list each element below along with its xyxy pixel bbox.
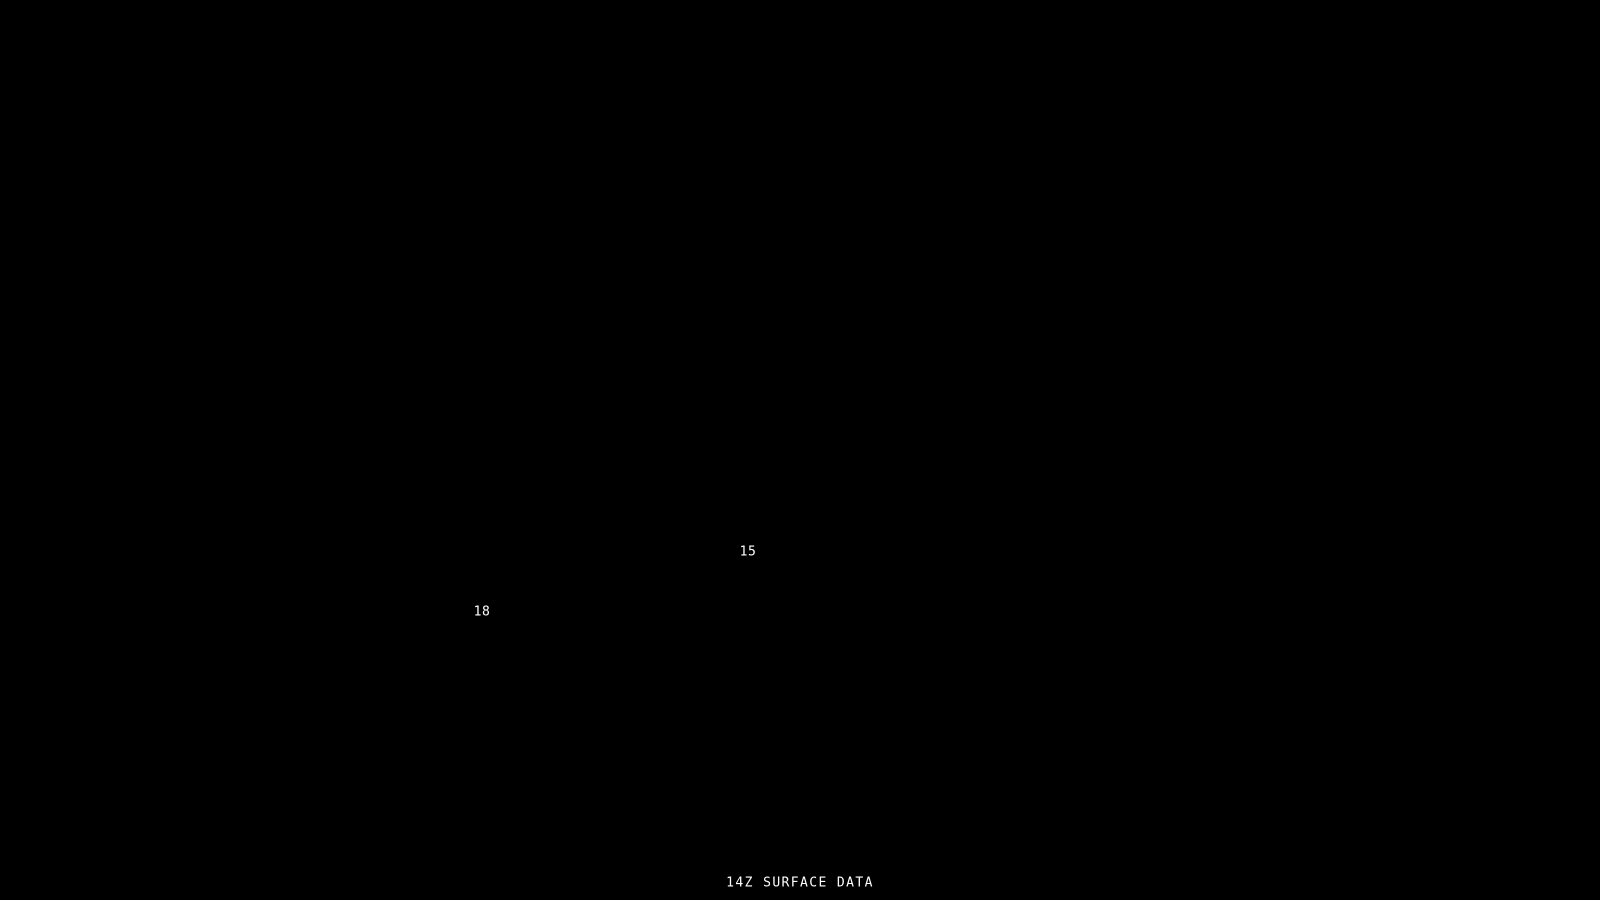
station-temperature-label: 18 xyxy=(473,604,491,620)
chart-title: 14Z SURFACE DATA xyxy=(726,875,874,891)
station-temperature-label: 15 xyxy=(739,544,757,560)
